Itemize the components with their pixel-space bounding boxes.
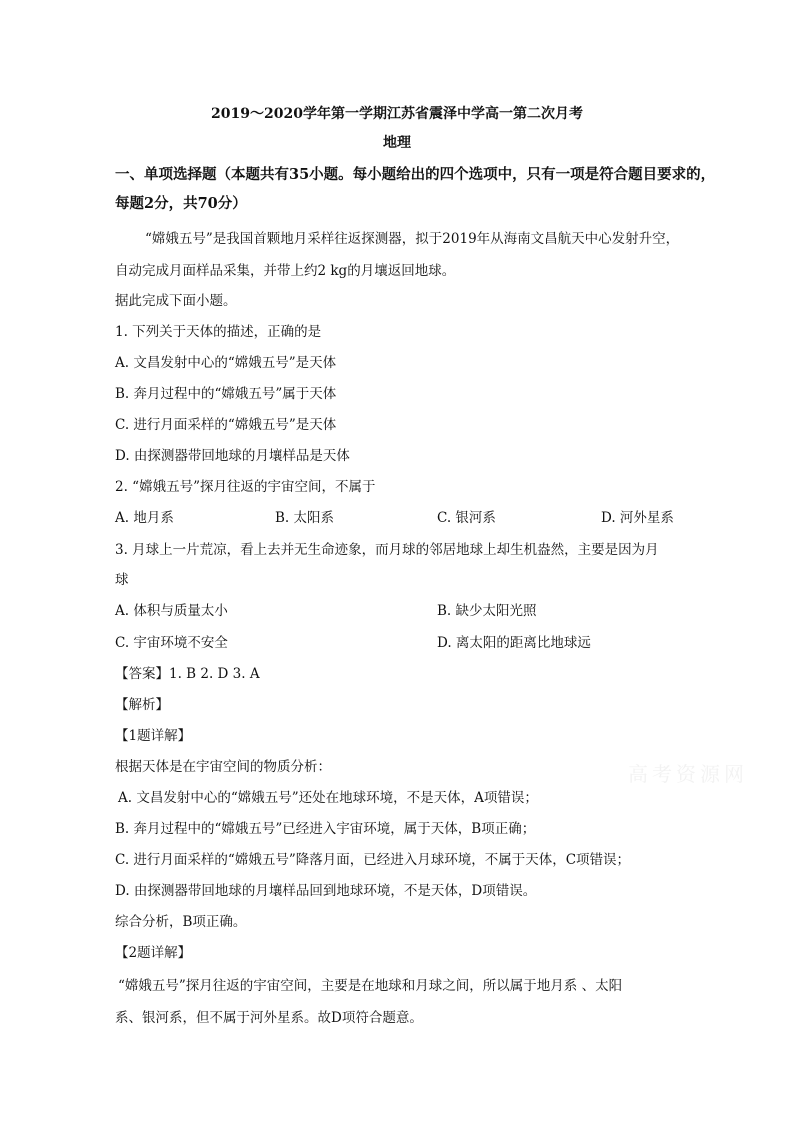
question-1-option-d: D. 由探测器带回地球的月壤样品是天体 bbox=[115, 448, 350, 464]
question-2-option-b: B. 太阳系 bbox=[275, 510, 335, 526]
detail-1-b: B. 奔月过程中的“嫦娥五号”已经进入宇宙环境，属于天体，B项正确； bbox=[115, 821, 536, 837]
question-1-stem: 1. 下列关于天体的描述，正确的是 bbox=[115, 324, 322, 340]
section-heading-cont: 每题2分，共70分） bbox=[115, 195, 247, 212]
question-3-option-d: D. 离太阳的距离比地球远 bbox=[437, 635, 591, 651]
instruction: 据此完成下面小题。 bbox=[115, 293, 237, 309]
detail-1-c: C. 进行月面采样的“嫦娥五号”降落月面，已经进入月球环境，不属于天体，C项错误； bbox=[115, 852, 631, 868]
detail-1-intro: 根据天体是在宇宙空间的物质分析： bbox=[115, 759, 331, 775]
exam-title: 2019～2020学年第一学期江苏省震泽中学高一第二次月考 bbox=[211, 106, 583, 122]
detail-1-d: D. 由探测器带回地球的月壤样品回到地球环境，不是天体，D项错误。 bbox=[115, 883, 537, 899]
answer-key: 【答案】1. B 2. D 3. A bbox=[115, 666, 260, 682]
subject-title: 地理 bbox=[383, 135, 411, 151]
question-1-option-a: A. 文昌发射中心的“嫦娥五号”是天体 bbox=[115, 355, 337, 371]
question-3-option-c: C. 宇宙环境不安全 bbox=[115, 635, 228, 651]
watermark-text: 高考资源网 bbox=[628, 762, 748, 786]
question-2-option-a: A. 地月系 bbox=[115, 510, 174, 526]
question-3-option-b: B. 缺少太阳光照 bbox=[437, 603, 537, 619]
question-2-stem: 2. “嫦娥五号”探月往返的宇宙空间，不属于 bbox=[115, 479, 376, 495]
detail-1-conclusion: 综合分析，B项正确。 bbox=[115, 914, 247, 930]
question-2-option-d: D. 河外星系 bbox=[601, 510, 674, 526]
detail-1-label: 【1题详解】 bbox=[115, 728, 192, 744]
passage-line: 自动完成月面样品采集，并带上约2 kg的月壤返回地球。 bbox=[115, 263, 456, 279]
question-3-stem-cont: 球 bbox=[115, 572, 129, 588]
section-heading: 一、单项选择题（本题共有35小题。每小题给出的四个选项中，只有一项是符合题目要求的， bbox=[115, 166, 716, 183]
detail-2-label: 【2题详解】 bbox=[115, 945, 192, 961]
question-1-option-c: C. 进行月面采样的“嫦娥五号”是天体 bbox=[115, 417, 337, 433]
question-3-stem: 3. 月球上一片荒凉，看上去并无生命迹象，而月球的邻居地球上却生机盎然，主要是因为月 bbox=[115, 542, 659, 558]
analysis-label: 【解析】 bbox=[115, 697, 169, 713]
question-2-option-c: C. 银河系 bbox=[437, 510, 496, 526]
detail-1-a: A. 文昌发射中心的“嫦娥五号”还处在地球环境，不是天体，A项错误； bbox=[118, 790, 538, 806]
question-1-option-b: B. 奔月过程中的“嫦娥五号”属于天体 bbox=[115, 386, 337, 402]
question-3-option-a: A. 体积与质量太小 bbox=[115, 603, 228, 619]
detail-2-text-cont: 系、银河系，但不属于河外星系。故D项符合题意。 bbox=[115, 1010, 423, 1026]
detail-2-text: “嫦娥五号”探月往返的宇宙空间，主要是在地球和月球之间，所以属于地月系 、太阳 bbox=[118, 978, 623, 994]
passage-line: “嫦娥五号”是我国首颗地月采样往返探测器，拟于2019年从海南文昌航天中心发射升空， bbox=[145, 231, 680, 247]
